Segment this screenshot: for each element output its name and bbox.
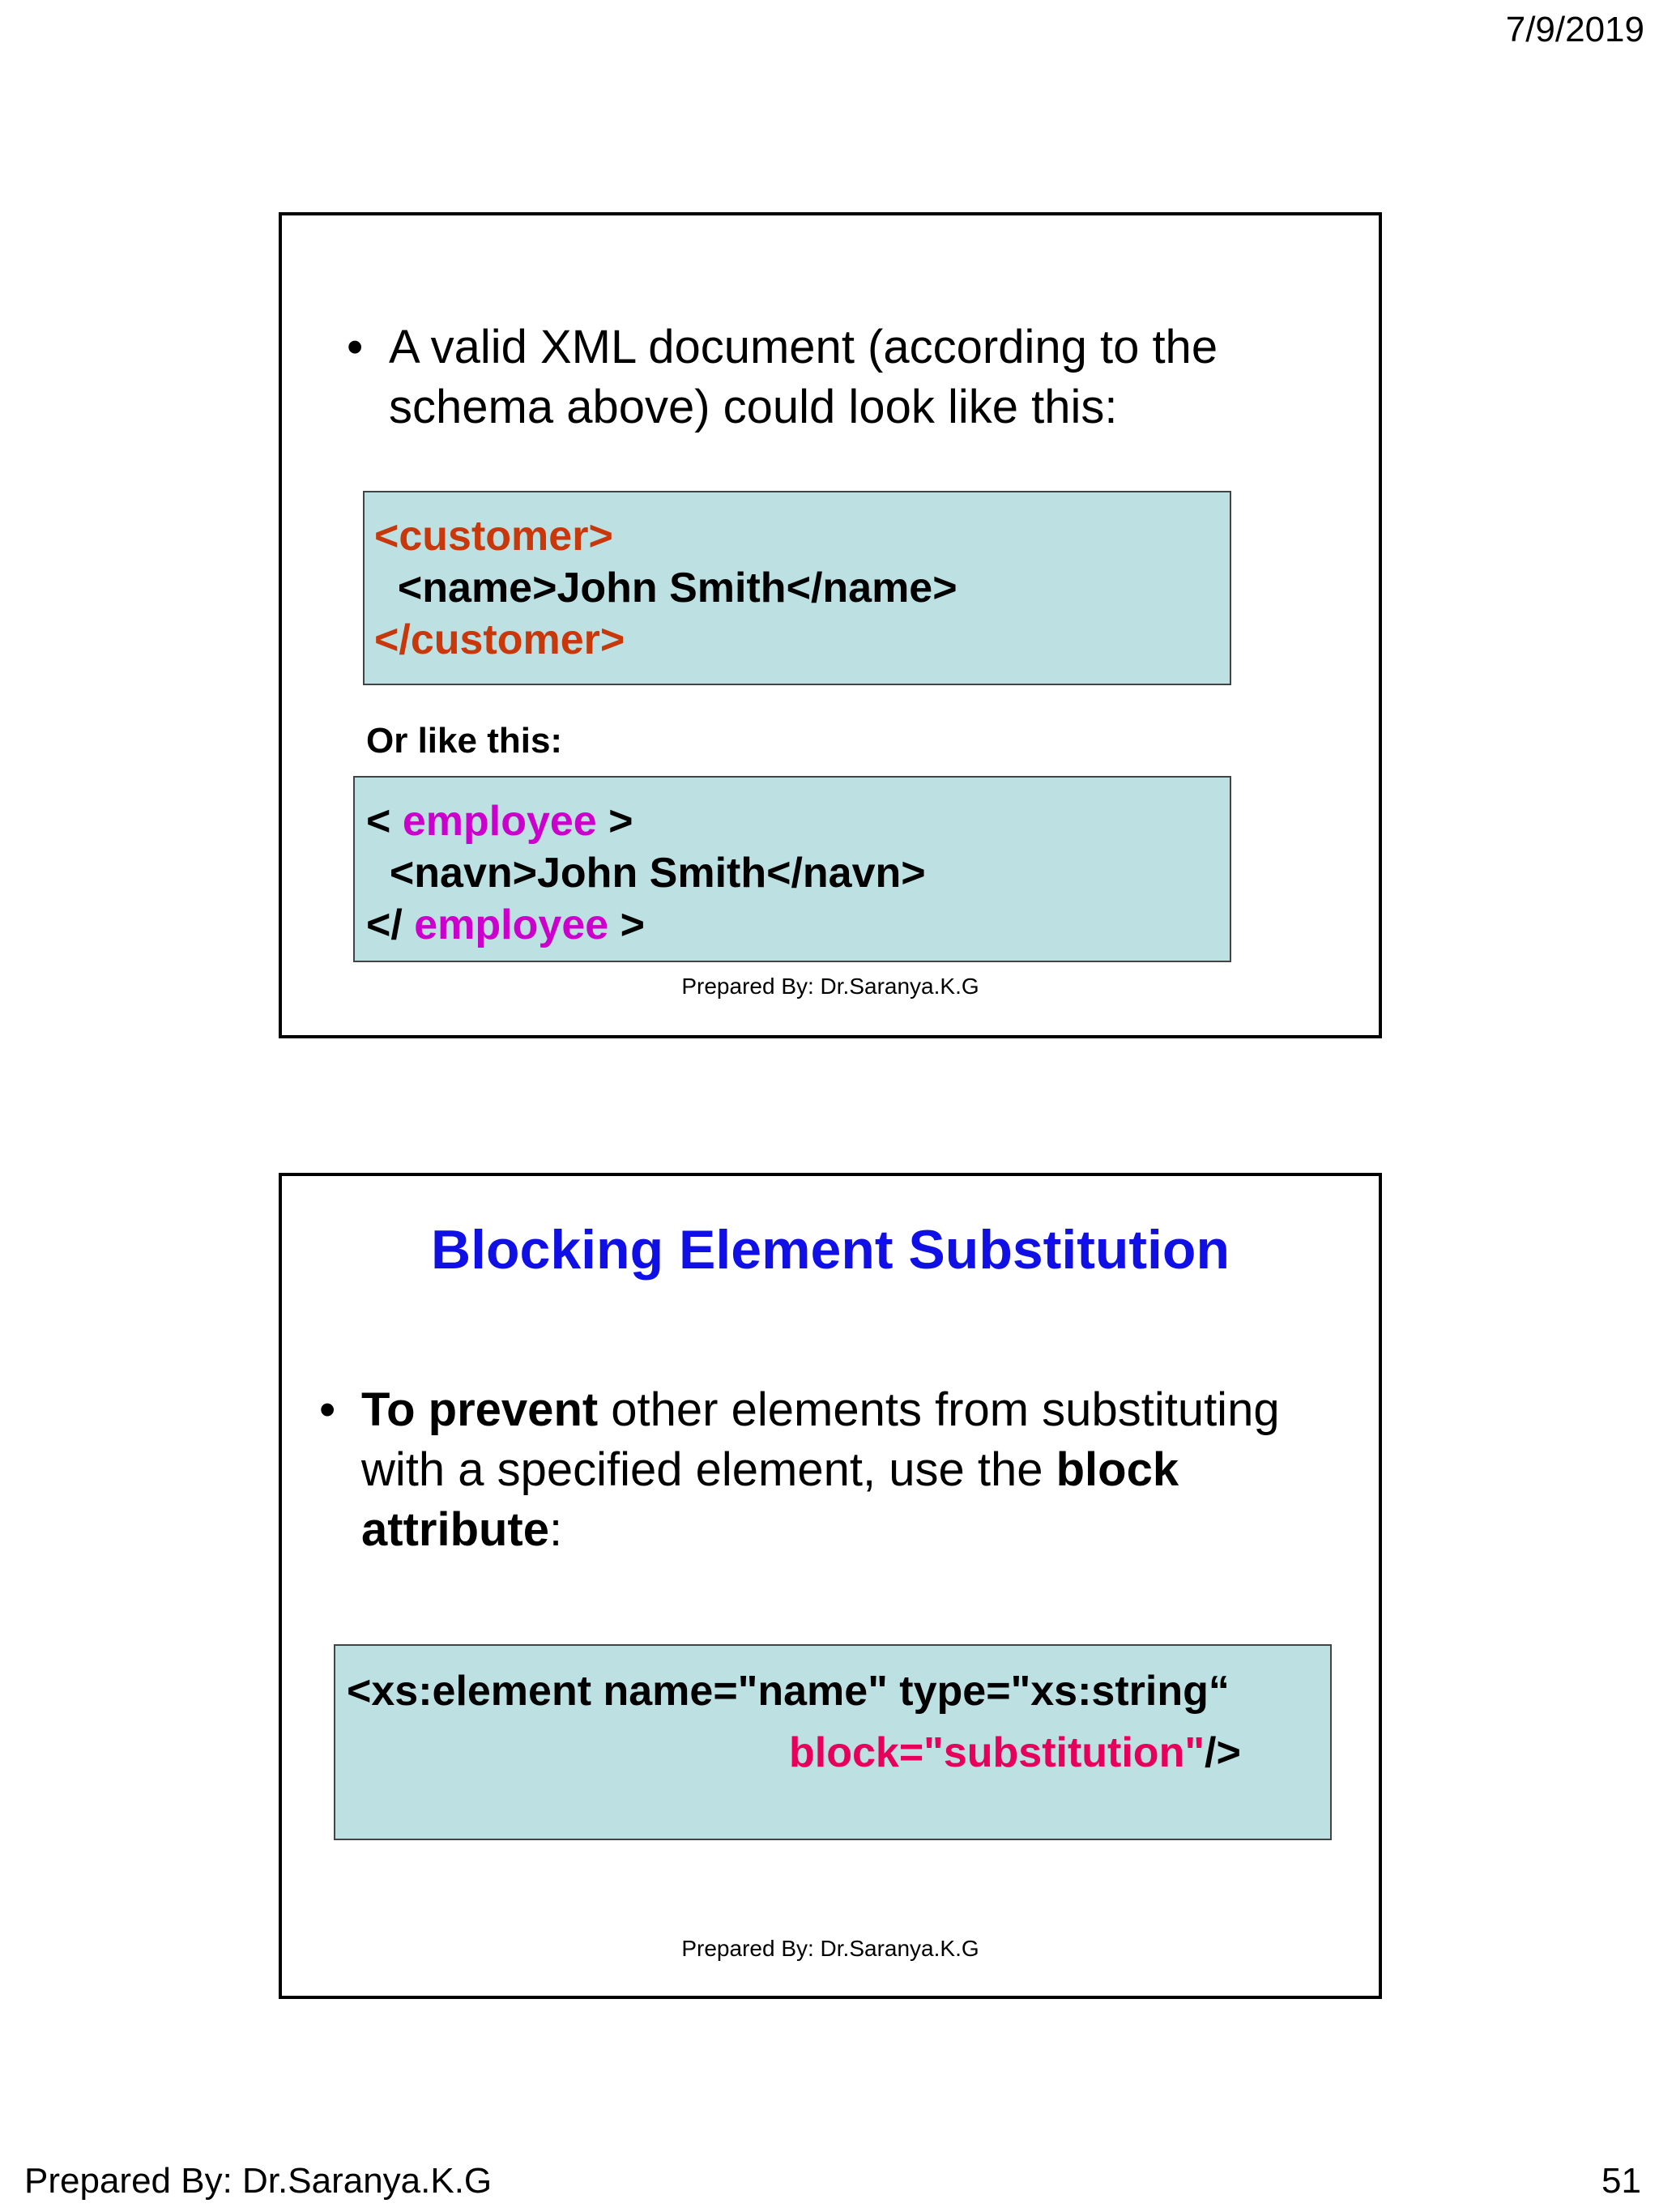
slide-footer: Prepared By: Dr.Saranya.K.G	[681, 1936, 979, 1961]
slide-title: Blocking Element Substitution	[430, 1219, 1230, 1281]
code-line-employee-open	[366, 795, 1218, 847]
code-line-customer-open: <customer>	[374, 513, 613, 560]
slide-footer: Prepared By: Dr.Saranya.K.G	[681, 974, 979, 999]
bullet-line-2	[361, 1440, 1280, 1500]
page-number: 51	[1601, 2161, 1641, 2201]
page-date: 7/9/2019	[1505, 10, 1644, 49]
bullet-valid-xml	[347, 318, 1218, 437]
code-token-employee: employee	[402, 798, 597, 845]
employee-code-box	[353, 776, 1231, 962]
block-attribute-code-box	[334, 1644, 1332, 1840]
bullet-line-3	[361, 1500, 1280, 1560]
page-footer-author: Prepared By: Dr.Saranya.K.G	[24, 2161, 493, 2201]
bullet-dot-icon: •	[319, 1383, 336, 1436]
code-token: >	[596, 798, 633, 845]
code-token-employee: employee	[414, 901, 609, 948]
bullet-text: :	[549, 1503, 563, 1556]
code-line-name: <name>John Smith</name>	[374, 565, 957, 612]
bullet-line-2: schema above) could look like this:	[389, 381, 1118, 433]
code-line-employee-close	[366, 899, 1218, 951]
bullet-prevent-substitution	[319, 1380, 1280, 1560]
or-like-this-label: Or like this:	[366, 721, 563, 761]
code-line-navn: <navn>John Smith</navn>	[366, 850, 926, 897]
code-line-element: <xs:element name="name" type="xs:string“	[347, 1668, 1230, 1715]
bullet-bold-text: attribute	[361, 1503, 549, 1556]
code-token: <	[366, 798, 403, 845]
customer-code-box	[363, 491, 1231, 685]
bullet-text: other elements from substituting	[598, 1383, 1280, 1436]
slide-valid-xml	[279, 212, 1382, 1038]
code-line-customer-close: </customer>	[374, 616, 625, 663]
bullet-bold-text: block	[1056, 1443, 1179, 1496]
bullet-text: with a specified element, use the	[361, 1443, 1056, 1496]
bullet-bold-text: To prevent	[361, 1383, 599, 1436]
bullet-line-1	[361, 1380, 1280, 1440]
code-token: >	[608, 901, 645, 948]
bullet-dot-icon: •	[347, 321, 364, 373]
code-line-block	[347, 1722, 1319, 1784]
code-token-block-attr: block="substitution"	[789, 1729, 1205, 1776]
code-token: </	[366, 901, 415, 948]
code-token: />	[1205, 1729, 1241, 1776]
bullet-line-1: A valid XML document (according to the	[389, 321, 1218, 373]
slide-blocking-substitution	[279, 1173, 1382, 1999]
